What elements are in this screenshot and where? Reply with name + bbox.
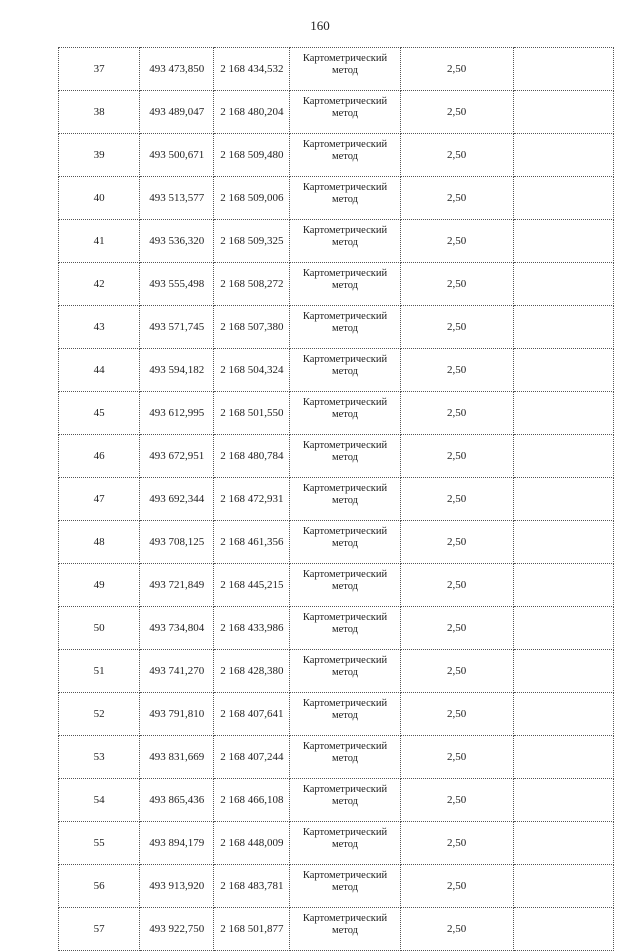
y-coordinate-cell: 2 168 472,931 (214, 478, 290, 521)
accuracy-cell: 2,50 (400, 564, 513, 607)
accuracy-cell: 2,50 (400, 91, 513, 134)
point-number-cell: 56 (59, 865, 140, 908)
y-coordinate-cell: 2 168 509,006 (214, 177, 290, 220)
table-row (59, 134, 614, 177)
table-row (59, 48, 614, 91)
x-coordinate-cell: 493 913,920 (140, 865, 214, 908)
point-number-cell: 41 (59, 220, 140, 263)
accuracy-cell: 2,50 (400, 736, 513, 779)
x-coordinate-cell: 493 831,669 (140, 736, 214, 779)
y-coordinate-cell: 2 168 509,325 (214, 220, 290, 263)
point-number-cell: 42 (59, 263, 140, 306)
table-row (59, 306, 614, 349)
note-cell (513, 392, 613, 435)
note-cell (513, 865, 613, 908)
table-row (59, 564, 614, 607)
point-number-cell: 57 (59, 908, 140, 951)
point-number-cell: 39 (59, 134, 140, 177)
note-cell (513, 650, 613, 693)
table-row (59, 435, 614, 478)
accuracy-cell: 2,50 (400, 263, 513, 306)
note-cell (513, 220, 613, 263)
y-coordinate-cell: 2 168 428,380 (214, 650, 290, 693)
note-cell (513, 779, 613, 822)
x-coordinate-cell: 493 536,320 (140, 220, 214, 263)
page-number: 160 (310, 18, 330, 33)
accuracy-cell: 2,50 (400, 220, 513, 263)
note-cell (513, 91, 613, 134)
y-coordinate-cell: 2 168 501,550 (214, 392, 290, 435)
table-row (59, 91, 614, 134)
x-coordinate-cell: 493 555,498 (140, 263, 214, 306)
table-row (59, 521, 614, 564)
y-coordinate-cell: 2 168 407,244 (214, 736, 290, 779)
note-cell (513, 693, 613, 736)
y-coordinate-cell: 2 168 480,204 (214, 91, 290, 134)
accuracy-cell: 2,50 (400, 478, 513, 521)
y-coordinate-cell: 2 168 448,009 (214, 822, 290, 865)
x-coordinate-cell: 493 692,344 (140, 478, 214, 521)
y-coordinate-cell: 2 168 466,108 (214, 779, 290, 822)
point-number-cell: 53 (59, 736, 140, 779)
x-coordinate-cell: 493 791,810 (140, 693, 214, 736)
point-number-cell: 51 (59, 650, 140, 693)
method-cell: Картометрический метод (290, 263, 400, 306)
point-number-cell: 49 (59, 564, 140, 607)
x-coordinate-cell: 493 708,125 (140, 521, 214, 564)
note-cell (513, 908, 613, 951)
method-cell: Картометрический метод (290, 48, 400, 91)
x-coordinate-cell: 493 473,850 (140, 48, 214, 91)
y-coordinate-cell: 2 168 480,784 (214, 435, 290, 478)
accuracy-cell: 2,50 (400, 134, 513, 177)
x-coordinate-cell: 493 734,804 (140, 607, 214, 650)
method-cell: Картометрический метод (290, 564, 400, 607)
point-number-cell: 55 (59, 822, 140, 865)
y-coordinate-cell: 2 168 461,356 (214, 521, 290, 564)
coordinates-table (58, 47, 614, 951)
note-cell (513, 263, 613, 306)
method-cell: Картометрический метод (290, 650, 400, 693)
method-cell: Картометрический метод (290, 220, 400, 263)
table-row (59, 263, 614, 306)
note-cell (513, 177, 613, 220)
table-row (59, 908, 614, 951)
x-coordinate-cell: 493 721,849 (140, 564, 214, 607)
method-cell: Картометрический метод (290, 521, 400, 564)
method-cell: Картометрический метод (290, 349, 400, 392)
table-row (59, 349, 614, 392)
table-row (59, 865, 614, 908)
accuracy-cell: 2,50 (400, 908, 513, 951)
y-coordinate-cell: 2 168 407,641 (214, 693, 290, 736)
x-coordinate-cell: 493 672,951 (140, 435, 214, 478)
point-number-cell: 52 (59, 693, 140, 736)
method-cell: Картометрический метод (290, 693, 400, 736)
x-coordinate-cell: 493 922,750 (140, 908, 214, 951)
y-coordinate-cell: 2 168 483,781 (214, 865, 290, 908)
accuracy-cell: 2,50 (400, 865, 513, 908)
method-cell: Картометрический метод (290, 865, 400, 908)
point-number-cell: 50 (59, 607, 140, 650)
note-cell (513, 349, 613, 392)
point-number-cell: 45 (59, 392, 140, 435)
y-coordinate-cell: 2 168 507,380 (214, 306, 290, 349)
note-cell (513, 607, 613, 650)
table-row (59, 693, 614, 736)
table-row (59, 478, 614, 521)
table-row (59, 779, 614, 822)
point-number-cell: 54 (59, 779, 140, 822)
y-coordinate-cell: 2 168 508,272 (214, 263, 290, 306)
table-row (59, 392, 614, 435)
note-cell (513, 822, 613, 865)
x-coordinate-cell: 493 571,745 (140, 306, 214, 349)
table-row (59, 822, 614, 865)
table-row (59, 736, 614, 779)
x-coordinate-cell: 493 865,436 (140, 779, 214, 822)
note-cell (513, 564, 613, 607)
x-coordinate-cell: 493 612,995 (140, 392, 214, 435)
y-coordinate-cell: 2 168 445,215 (214, 564, 290, 607)
method-cell: Картометрический метод (290, 822, 400, 865)
note-cell (513, 134, 613, 177)
point-number-cell: 37 (59, 48, 140, 91)
y-coordinate-cell: 2 168 504,324 (214, 349, 290, 392)
accuracy-cell: 2,50 (400, 435, 513, 478)
table-row (59, 220, 614, 263)
method-cell: Картометрический метод (290, 91, 400, 134)
accuracy-cell: 2,50 (400, 521, 513, 564)
accuracy-cell: 2,50 (400, 779, 513, 822)
method-cell: Картометрический метод (290, 779, 400, 822)
accuracy-cell: 2,50 (400, 693, 513, 736)
accuracy-cell: 2,50 (400, 607, 513, 650)
method-cell: Картометрический метод (290, 736, 400, 779)
method-cell: Картометрический метод (290, 134, 400, 177)
accuracy-cell: 2,50 (400, 650, 513, 693)
accuracy-cell: 2,50 (400, 822, 513, 865)
accuracy-cell: 2,50 (400, 349, 513, 392)
x-coordinate-cell: 493 489,047 (140, 91, 214, 134)
y-coordinate-cell: 2 168 433,986 (214, 607, 290, 650)
point-number-cell: 43 (59, 306, 140, 349)
note-cell (513, 48, 613, 91)
point-number-cell: 47 (59, 478, 140, 521)
accuracy-cell: 2,50 (400, 392, 513, 435)
note-cell (513, 435, 613, 478)
method-cell: Картометрический метод (290, 435, 400, 478)
x-coordinate-cell: 493 513,577 (140, 177, 214, 220)
point-number-cell: 48 (59, 521, 140, 564)
point-number-cell: 40 (59, 177, 140, 220)
note-cell (513, 736, 613, 779)
x-coordinate-cell: 493 741,270 (140, 650, 214, 693)
table-body (59, 48, 614, 951)
accuracy-cell: 2,50 (400, 48, 513, 91)
accuracy-cell: 2,50 (400, 306, 513, 349)
x-coordinate-cell: 493 594,182 (140, 349, 214, 392)
table-row (59, 650, 614, 693)
method-cell: Картометрический метод (290, 607, 400, 650)
x-coordinate-cell: 493 500,671 (140, 134, 214, 177)
x-coordinate-cell: 493 894,179 (140, 822, 214, 865)
method-cell: Картометрический метод (290, 478, 400, 521)
method-cell: Картометрический метод (290, 306, 400, 349)
table-row (59, 607, 614, 650)
point-number-cell: 38 (59, 91, 140, 134)
point-number-cell: 46 (59, 435, 140, 478)
accuracy-cell: 2,50 (400, 177, 513, 220)
note-cell (513, 478, 613, 521)
note-cell (513, 306, 613, 349)
note-cell (513, 521, 613, 564)
table-row (59, 177, 614, 220)
method-cell: Картометрический метод (290, 392, 400, 435)
point-number-cell: 44 (59, 349, 140, 392)
method-cell: Картометрический метод (290, 177, 400, 220)
y-coordinate-cell: 2 168 501,877 (214, 908, 290, 951)
y-coordinate-cell: 2 168 434,532 (214, 48, 290, 91)
method-cell: Картометрический метод (290, 908, 400, 951)
y-coordinate-cell: 2 168 509,480 (214, 134, 290, 177)
